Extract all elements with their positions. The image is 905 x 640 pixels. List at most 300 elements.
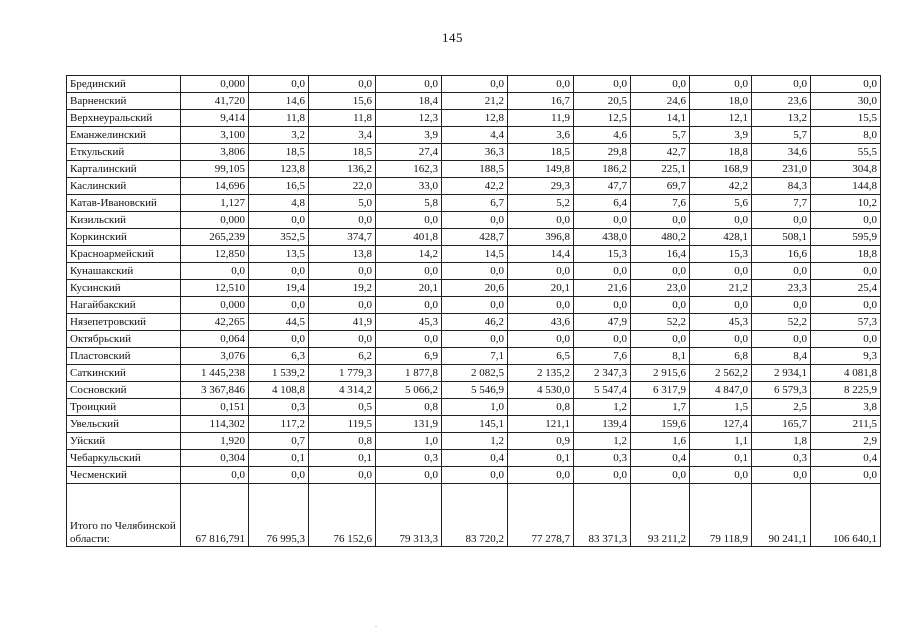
value-cell: 21,2 xyxy=(442,93,508,110)
value-cell: 0,0 xyxy=(574,263,631,280)
value-cell: 595,9 xyxy=(811,229,881,246)
value-cell: 47,9 xyxy=(574,314,631,331)
value-cell: 12,510 xyxy=(181,280,249,297)
value-cell: 0,0 xyxy=(690,212,752,229)
value-cell: 3,6 xyxy=(508,127,574,144)
value-cell: 1,6 xyxy=(631,433,690,450)
value-cell: 0,0 xyxy=(249,331,309,348)
value-cell: 6 317,9 xyxy=(631,382,690,399)
value-cell: 0,0 xyxy=(631,297,690,314)
value-cell: 3,100 xyxy=(181,127,249,144)
value-cell: 45,3 xyxy=(376,314,442,331)
value-cell: 42,7 xyxy=(631,144,690,161)
total-value-cell: 79 313,3 xyxy=(376,484,442,547)
value-cell: 21,6 xyxy=(574,280,631,297)
value-cell: 165,7 xyxy=(752,416,811,433)
value-cell: 188,5 xyxy=(442,161,508,178)
value-cell: 0,0 xyxy=(249,297,309,314)
value-cell: 14,6 xyxy=(249,93,309,110)
table-row xyxy=(67,280,881,297)
district-name: Верхнеуральский xyxy=(67,110,181,127)
value-cell: 0,4 xyxy=(442,450,508,467)
value-cell: 0,0 xyxy=(249,212,309,229)
value-cell: 25,4 xyxy=(811,280,881,297)
district-name: Саткинский xyxy=(67,365,181,382)
value-cell: 0,0 xyxy=(376,212,442,229)
value-cell: 0,3 xyxy=(574,450,631,467)
value-cell: 5,0 xyxy=(309,195,376,212)
value-cell: 33,0 xyxy=(376,178,442,195)
value-cell: 0,0 xyxy=(690,263,752,280)
value-cell: 11,8 xyxy=(249,110,309,127)
value-cell: 0,000 xyxy=(181,297,249,314)
value-cell: 14,2 xyxy=(376,246,442,263)
value-cell: 7,1 xyxy=(442,348,508,365)
district-name: Брединский xyxy=(67,76,181,93)
value-cell: 0,0 xyxy=(442,331,508,348)
value-cell: 0,0 xyxy=(508,331,574,348)
value-cell: 15,5 xyxy=(811,110,881,127)
value-cell: 0,0 xyxy=(752,467,811,484)
value-cell: 0,0 xyxy=(309,212,376,229)
value-cell: 0,3 xyxy=(249,399,309,416)
value-cell: 0,0 xyxy=(752,297,811,314)
value-cell: 0,0 xyxy=(309,297,376,314)
value-cell: 0,3 xyxy=(376,450,442,467)
value-cell: 0,1 xyxy=(309,450,376,467)
value-cell: 5,6 xyxy=(690,195,752,212)
value-cell: 44,5 xyxy=(249,314,309,331)
value-cell: 36,3 xyxy=(442,144,508,161)
value-cell: 6,7 xyxy=(442,195,508,212)
value-cell: 0,1 xyxy=(249,450,309,467)
value-cell: 20,1 xyxy=(376,280,442,297)
value-cell: 0,0 xyxy=(811,212,881,229)
value-cell: 0,0 xyxy=(690,297,752,314)
value-cell: 16,4 xyxy=(631,246,690,263)
value-cell: 1,127 xyxy=(181,195,249,212)
value-cell: 1,920 xyxy=(181,433,249,450)
value-cell: 0,0 xyxy=(752,331,811,348)
value-cell: 145,1 xyxy=(442,416,508,433)
value-cell: 6,4 xyxy=(574,195,631,212)
value-cell: 5,8 xyxy=(376,195,442,212)
value-cell: 0,0 xyxy=(442,467,508,484)
district-name: Красноармейский xyxy=(67,246,181,263)
value-cell: 7,7 xyxy=(752,195,811,212)
value-cell: 41,720 xyxy=(181,93,249,110)
value-cell: 6 579,3 xyxy=(752,382,811,399)
table-row xyxy=(67,348,881,365)
table-row xyxy=(67,297,881,314)
value-cell: 508,1 xyxy=(752,229,811,246)
page-number: 145 xyxy=(442,30,463,45)
value-cell: 8 225,9 xyxy=(811,382,881,399)
value-cell: 23,6 xyxy=(752,93,811,110)
table-total-row xyxy=(67,484,881,547)
value-cell: 2 934,1 xyxy=(752,365,811,382)
value-cell: 159,6 xyxy=(631,416,690,433)
value-cell: 0,0 xyxy=(574,297,631,314)
value-cell: 0,0 xyxy=(376,76,442,93)
value-cell: 45,3 xyxy=(690,314,752,331)
table-row xyxy=(67,93,881,110)
value-cell: 3,4 xyxy=(309,127,376,144)
value-cell: 0,0 xyxy=(690,76,752,93)
value-cell: 11,9 xyxy=(508,110,574,127)
value-cell: 186,2 xyxy=(574,161,631,178)
value-cell: 2,5 xyxy=(752,399,811,416)
table-row xyxy=(67,467,881,484)
value-cell: 0,0 xyxy=(508,467,574,484)
value-cell: 18,5 xyxy=(309,144,376,161)
value-cell: 12,3 xyxy=(376,110,442,127)
value-cell: 23,3 xyxy=(752,280,811,297)
value-cell: 1 779,3 xyxy=(309,365,376,382)
district-name: Еткульский xyxy=(67,144,181,161)
table-row xyxy=(67,331,881,348)
district-name: Нязепетровский xyxy=(67,314,181,331)
value-cell: 46,2 xyxy=(442,314,508,331)
value-cell: 18,0 xyxy=(690,93,752,110)
value-cell: 0,0 xyxy=(376,331,442,348)
value-cell: 42,265 xyxy=(181,314,249,331)
value-cell: 0,0 xyxy=(690,331,752,348)
value-cell: 114,302 xyxy=(181,416,249,433)
value-cell: 0,4 xyxy=(631,450,690,467)
value-cell: 7,6 xyxy=(631,195,690,212)
value-cell: 0,0 xyxy=(690,467,752,484)
table-row xyxy=(67,110,881,127)
value-cell: 24,6 xyxy=(631,93,690,110)
total-value-cell: 93 211,2 xyxy=(631,484,690,547)
value-cell: 265,239 xyxy=(181,229,249,246)
value-cell: 1,7 xyxy=(631,399,690,416)
value-cell: 0,000 xyxy=(181,76,249,93)
table-row xyxy=(67,263,881,280)
district-name: Еманжелинский xyxy=(67,127,181,144)
value-cell: 18,8 xyxy=(811,246,881,263)
value-cell: 168,9 xyxy=(690,161,752,178)
value-cell: 57,3 xyxy=(811,314,881,331)
value-cell: 3,806 xyxy=(181,144,249,161)
value-cell: 0,0 xyxy=(752,263,811,280)
value-cell: 27,4 xyxy=(376,144,442,161)
total-value-cell: 83 720,2 xyxy=(442,484,508,547)
value-cell: 3,9 xyxy=(376,127,442,144)
value-cell: 15,3 xyxy=(574,246,631,263)
value-cell: 117,2 xyxy=(249,416,309,433)
value-cell: 4,8 xyxy=(249,195,309,212)
value-cell: 14,4 xyxy=(508,246,574,263)
district-name: Карталинский xyxy=(67,161,181,178)
value-cell: 12,5 xyxy=(574,110,631,127)
value-cell: 4 847,0 xyxy=(690,382,752,399)
value-cell: 149,8 xyxy=(508,161,574,178)
value-cell: 14,5 xyxy=(442,246,508,263)
value-cell: 13,8 xyxy=(309,246,376,263)
value-cell: 0,0 xyxy=(249,76,309,93)
value-cell: 7,6 xyxy=(574,348,631,365)
value-cell: 43,6 xyxy=(508,314,574,331)
value-cell: 6,8 xyxy=(690,348,752,365)
value-cell: 12,8 xyxy=(442,110,508,127)
data-table xyxy=(66,75,881,547)
value-cell: 401,8 xyxy=(376,229,442,246)
value-cell: 22,0 xyxy=(309,178,376,195)
value-cell: 438,0 xyxy=(574,229,631,246)
value-cell: 5,7 xyxy=(752,127,811,144)
value-cell: 136,2 xyxy=(309,161,376,178)
value-cell: 0,0 xyxy=(181,263,249,280)
total-label: Итого по Челябинской области: xyxy=(67,484,181,547)
value-cell: 5 066,2 xyxy=(376,382,442,399)
table-row xyxy=(67,365,881,382)
value-cell: 13,5 xyxy=(249,246,309,263)
value-cell: 52,2 xyxy=(631,314,690,331)
value-cell: 18,5 xyxy=(249,144,309,161)
value-cell: 0,8 xyxy=(309,433,376,450)
value-cell: 1,2 xyxy=(442,433,508,450)
value-cell: 12,1 xyxy=(690,110,752,127)
table-row xyxy=(67,382,881,399)
value-cell: 6,9 xyxy=(376,348,442,365)
district-name: Каслинский xyxy=(67,178,181,195)
value-cell: 29,8 xyxy=(574,144,631,161)
total-value-cell: 67 816,791 xyxy=(181,484,249,547)
value-cell: 0,0 xyxy=(442,76,508,93)
value-cell: 55,5 xyxy=(811,144,881,161)
value-cell: 4,6 xyxy=(574,127,631,144)
value-cell: 1,0 xyxy=(442,399,508,416)
value-cell: 4 314,2 xyxy=(309,382,376,399)
value-cell: 0,0 xyxy=(631,467,690,484)
district-name: Нагайбакский xyxy=(67,297,181,314)
value-cell: 0,0 xyxy=(376,467,442,484)
table-row xyxy=(67,246,881,263)
footer-mark: . xyxy=(375,620,377,629)
value-cell: 3,076 xyxy=(181,348,249,365)
value-cell: 15,3 xyxy=(690,246,752,263)
district-name: Увельский xyxy=(67,416,181,433)
value-cell: 225,1 xyxy=(631,161,690,178)
value-cell: 12,850 xyxy=(181,246,249,263)
value-cell: 0,0 xyxy=(811,263,881,280)
value-cell: 0,0 xyxy=(442,297,508,314)
value-cell: 0,0 xyxy=(631,76,690,93)
value-cell: 2 135,2 xyxy=(508,365,574,382)
value-cell: 3,8 xyxy=(811,399,881,416)
value-cell: 1 539,2 xyxy=(249,365,309,382)
table-row xyxy=(67,76,881,93)
value-cell: 1,8 xyxy=(752,433,811,450)
table-row xyxy=(67,416,881,433)
value-cell: 0,0 xyxy=(574,467,631,484)
value-cell: 123,8 xyxy=(249,161,309,178)
table-row xyxy=(67,127,881,144)
value-cell: 3 367,846 xyxy=(181,382,249,399)
value-cell: 374,7 xyxy=(309,229,376,246)
value-cell: 0,0 xyxy=(574,331,631,348)
value-cell: 0,0 xyxy=(811,297,881,314)
value-cell: 0,0 xyxy=(752,76,811,93)
total-value-cell: 106 640,1 xyxy=(811,484,881,547)
table-row xyxy=(67,450,881,467)
table-row xyxy=(67,433,881,450)
table-row xyxy=(67,161,881,178)
value-cell: 18,4 xyxy=(376,93,442,110)
total-value-cell: 90 241,1 xyxy=(752,484,811,547)
total-value-cell: 83 371,3 xyxy=(574,484,631,547)
value-cell: 0,0 xyxy=(574,76,631,93)
value-cell: 0,0 xyxy=(508,76,574,93)
value-cell: 52,2 xyxy=(752,314,811,331)
value-cell: 0,1 xyxy=(508,450,574,467)
district-name: Октябрьский xyxy=(67,331,181,348)
value-cell: 4 108,8 xyxy=(249,382,309,399)
value-cell: 0,0 xyxy=(811,467,881,484)
value-cell: 11,8 xyxy=(309,110,376,127)
value-cell: 0,0 xyxy=(309,263,376,280)
value-cell: 18,8 xyxy=(690,144,752,161)
value-cell: 14,1 xyxy=(631,110,690,127)
value-cell: 119,5 xyxy=(309,416,376,433)
value-cell: 0,0 xyxy=(442,263,508,280)
value-cell: 0,0 xyxy=(574,212,631,229)
value-cell: 0,0 xyxy=(631,212,690,229)
value-cell: 9,3 xyxy=(811,348,881,365)
table-row xyxy=(67,314,881,331)
value-cell: 16,6 xyxy=(752,246,811,263)
value-cell: 6,2 xyxy=(309,348,376,365)
value-cell: 0,0 xyxy=(631,263,690,280)
value-cell: 0,0 xyxy=(442,212,508,229)
value-cell: 162,3 xyxy=(376,161,442,178)
district-name: Пластовский xyxy=(67,348,181,365)
value-cell: 8,4 xyxy=(752,348,811,365)
value-cell: 19,4 xyxy=(249,280,309,297)
district-name: Кунашакский xyxy=(67,263,181,280)
value-cell: 4,4 xyxy=(442,127,508,144)
value-cell: 4 081,8 xyxy=(811,365,881,382)
table-row xyxy=(67,399,881,416)
value-cell: 0,064 xyxy=(181,331,249,348)
value-cell: 8,0 xyxy=(811,127,881,144)
value-cell: 396,8 xyxy=(508,229,574,246)
value-cell: 0,5 xyxy=(309,399,376,416)
table-body xyxy=(67,76,881,547)
table-row xyxy=(67,144,881,161)
value-cell: 41,9 xyxy=(309,314,376,331)
value-cell: 16,5 xyxy=(249,178,309,195)
value-cell: 121,1 xyxy=(508,416,574,433)
value-cell: 0,8 xyxy=(508,399,574,416)
value-cell: 0,0 xyxy=(376,297,442,314)
value-cell: 0,7 xyxy=(249,433,309,450)
value-cell: 480,2 xyxy=(631,229,690,246)
value-cell: 6,3 xyxy=(249,348,309,365)
total-value-cell: 77 278,7 xyxy=(508,484,574,547)
value-cell: 14,696 xyxy=(181,178,249,195)
value-cell: 0,9 xyxy=(508,433,574,450)
value-cell: 2 562,2 xyxy=(690,365,752,382)
value-cell: 0,0 xyxy=(309,76,376,93)
value-cell: 2 347,3 xyxy=(574,365,631,382)
value-cell: 20,1 xyxy=(508,280,574,297)
value-cell: 0,0 xyxy=(249,467,309,484)
value-cell: 4 530,0 xyxy=(508,382,574,399)
value-cell: 16,7 xyxy=(508,93,574,110)
district-name: Кусинский xyxy=(67,280,181,297)
value-cell: 1,1 xyxy=(690,433,752,450)
value-cell: 0,0 xyxy=(309,467,376,484)
value-cell: 1 877,8 xyxy=(376,365,442,382)
value-cell: 20,6 xyxy=(442,280,508,297)
value-cell: 15,6 xyxy=(309,93,376,110)
value-cell: 34,6 xyxy=(752,144,811,161)
value-cell: 0,000 xyxy=(181,212,249,229)
value-cell: 6,5 xyxy=(508,348,574,365)
district-name: Сосновский xyxy=(67,382,181,399)
district-name: Чебаркульский xyxy=(67,450,181,467)
value-cell: 18,5 xyxy=(508,144,574,161)
table-row xyxy=(67,212,881,229)
value-cell: 20,5 xyxy=(574,93,631,110)
value-cell: 428,1 xyxy=(690,229,752,246)
district-name: Кизильский xyxy=(67,212,181,229)
district-name: Чесменский xyxy=(67,467,181,484)
value-cell: 0,0 xyxy=(249,263,309,280)
value-cell: 29,3 xyxy=(508,178,574,195)
value-cell: 5 547,4 xyxy=(574,382,631,399)
value-cell: 5,2 xyxy=(508,195,574,212)
district-name: Варненский xyxy=(67,93,181,110)
district-name: Коркинский xyxy=(67,229,181,246)
value-cell: 0,0 xyxy=(508,263,574,280)
value-cell: 3,9 xyxy=(690,127,752,144)
value-cell: 428,7 xyxy=(442,229,508,246)
value-cell: 211,5 xyxy=(811,416,881,433)
value-cell: 0,8 xyxy=(376,399,442,416)
value-cell: 0,0 xyxy=(631,331,690,348)
value-cell: 304,8 xyxy=(811,161,881,178)
table-row xyxy=(67,178,881,195)
value-cell: 0,4 xyxy=(811,450,881,467)
district-name: Катав-Ивановский xyxy=(67,195,181,212)
value-cell: 2 915,6 xyxy=(631,365,690,382)
table-row xyxy=(67,195,881,212)
value-cell: 1,2 xyxy=(574,399,631,416)
value-cell: 0,0 xyxy=(309,331,376,348)
value-cell: 0,0 xyxy=(508,212,574,229)
value-cell: 0,1 xyxy=(690,450,752,467)
value-cell: 8,1 xyxy=(631,348,690,365)
value-cell: 1,2 xyxy=(574,433,631,450)
value-cell: 99,105 xyxy=(181,161,249,178)
value-cell: 0,0 xyxy=(181,467,249,484)
value-cell: 2,9 xyxy=(811,433,881,450)
total-value-cell: 76 995,3 xyxy=(249,484,309,547)
value-cell: 0,0 xyxy=(376,263,442,280)
district-name: Троицкий xyxy=(67,399,181,416)
value-cell: 0,3 xyxy=(752,450,811,467)
value-cell: 0,0 xyxy=(508,297,574,314)
total-value-cell: 79 118,9 xyxy=(690,484,752,547)
value-cell: 69,7 xyxy=(631,178,690,195)
value-cell: 2 082,5 xyxy=(442,365,508,382)
value-cell: 9,414 xyxy=(181,110,249,127)
value-cell: 42,2 xyxy=(442,178,508,195)
